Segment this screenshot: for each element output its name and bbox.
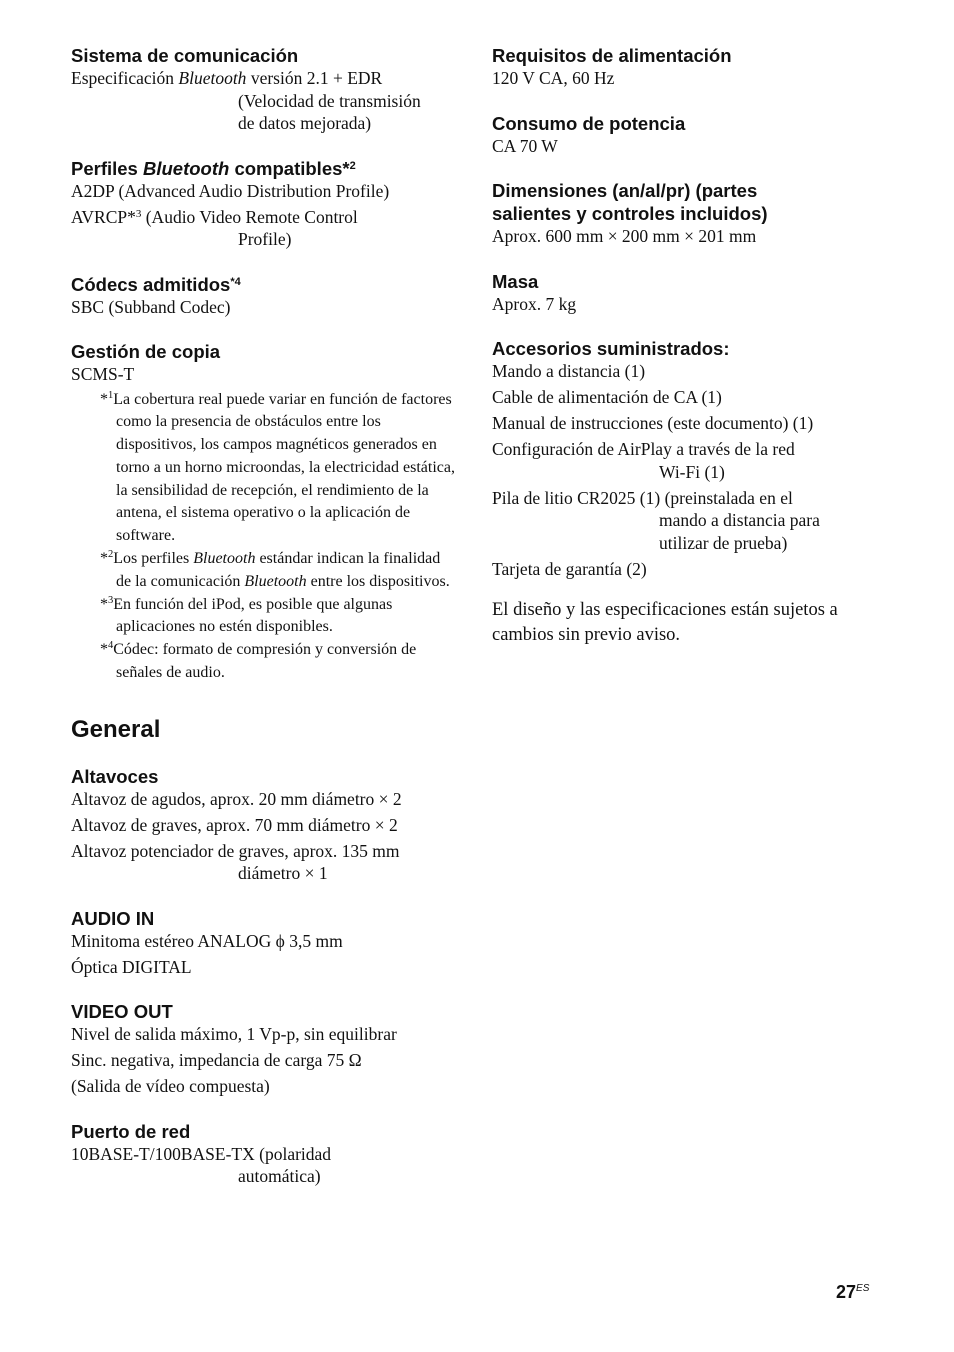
footnote-2-text-c: estándar indican la finalidad de la comunicación [116, 550, 441, 590]
section-copy [71, 340, 456, 386]
heading-codecs-text: Códecs admitidos [71, 273, 231, 295]
footnote-3 [71, 594, 456, 640]
section-mass [492, 270, 884, 316]
general-title: General [71, 715, 161, 743]
section-power-requirements [492, 44, 884, 90]
video-out-level: Nivel de salida máximo, 1 Vp-p, sin equilibrar [71, 1024, 397, 1045]
dimensions-value: Aprox. 600 mm × 200 mm × 201 mm [492, 226, 757, 246]
accessory-remote: Mando a distancia (1) [492, 361, 646, 381]
heading-dimensions-line2: salientes y controles incluidos) [492, 203, 768, 224]
profile-avrcp [71, 206, 456, 251]
page-number-value: 27 [836, 1282, 857, 1302]
footnote-2-bluetooth-2: Bluetooth [244, 572, 307, 590]
speaker-subwoofer [71, 840, 456, 885]
heading-profiles [71, 157, 456, 180]
heading-audio-in: AUDIO IN [71, 907, 155, 929]
footnote-2-number: 2 [108, 549, 114, 561]
heading-profiles-c: compatibles* [229, 157, 350, 179]
heading-dimensions [492, 179, 884, 225]
specifications-notice: El diseño y las especificaciones están sujetos a cambios sin previo aviso. [492, 600, 838, 645]
heading-network: Puerto de red [71, 1120, 191, 1142]
section-profiles [71, 157, 456, 251]
footnote-3-number: 3 [108, 594, 114, 606]
heading-mass: Masa [492, 270, 539, 292]
spec-text-a: Especificación [71, 68, 179, 88]
footnote-ref-3: 3 [135, 207, 142, 220]
accessory-battery [492, 487, 884, 555]
subwoofer-continuation: diámetro × 1 [238, 863, 328, 884]
page-number [836, 1282, 869, 1303]
accessory-airplay-setup [492, 438, 884, 483]
spec-continuation-2: de datos mejorada) [238, 113, 372, 133]
heading-power-consumption: Consumo de potencia [492, 112, 686, 134]
video-out-sync: Sinc. negativa, impedancia de carga 75 Ω [71, 1050, 362, 1071]
avrcp-text: (Audio Video Remote Control [141, 206, 358, 227]
footnote-3-star: * [100, 595, 108, 613]
power-consumption-value: CA 70 W [492, 135, 558, 156]
battery-text: Pila de litio CR2025 (1) (preinstalada en el [492, 487, 793, 508]
avrcp-label: AVRCP* [71, 206, 136, 227]
spec-continuation-1: (Velocidad de transmisión [238, 90, 421, 111]
footnote-1-number: 1 [108, 389, 114, 401]
footnote-1-star: * [100, 390, 108, 408]
airplay-continuation: Wi-Fi (1) [659, 461, 725, 482]
section-speakers [71, 765, 456, 885]
mass-value: Aprox. 7 kg [492, 293, 577, 314]
heading-power-requirements: Requisitos de alimentación [492, 45, 732, 66]
heading-communication: Sistema de comunicación [71, 45, 299, 66]
footnote-4-text: Códec: formato de compresión y conversión de señales de audio. [113, 641, 417, 682]
network-port [71, 1143, 456, 1188]
heading-accessories: Accesorios suministrados: [492, 338, 730, 359]
profile-a2dp: A2DP (Advanced Audio Distribution Profile) [71, 180, 390, 201]
page-language-suffix: ES [856, 1283, 870, 1294]
audio-in-digital: Óptica DIGITAL [71, 956, 192, 977]
heading-dimensions-line1: Dimensiones (an/al/pr) (partes [492, 180, 758, 201]
footnote-1-text: La cobertura real puede variar en función de factores como la presencia de obstáculos entre los dispositivos, los campos magnéticos generados en torno a un horno microondas, la electricidad estática, la sensibilidad de recepción, el rendimiento de la antena, el sistema operativo o la aplicación de software. [113, 390, 455, 545]
network-text: 10BASE-T/100BASE-TX (polaridad [71, 1143, 332, 1164]
audio-in-analog: Minitoma estéreo ANALOG ϕ 3,5 mm [71, 930, 343, 951]
power-requirements-value: 120 V CA, 60 Hz [492, 68, 615, 88]
footnote-4-number: 4 [108, 640, 114, 652]
communication-spec [71, 67, 456, 135]
section-codecs [71, 273, 456, 319]
left-column [71, 44, 456, 1210]
footnote-1 [71, 389, 456, 549]
subwoofer-text: Altavoz potenciador de graves, aprox. 135 mm [71, 840, 400, 861]
footnote-2 [71, 548, 456, 594]
footnote-4-star: * [100, 641, 108, 659]
spec-text-c: versión 2.1 + EDR [246, 68, 383, 88]
section-power-consumption [492, 112, 884, 158]
footnote-2-bluetooth-1: Bluetooth [193, 550, 256, 568]
speaker-woofer: Altavoz de graves, aprox. 70 mm diámetro × 2 [71, 814, 398, 835]
heading-video-out: VIDEO OUT [71, 1001, 173, 1023]
video-out-composite: (Salida de vídeo compuesta) [71, 1076, 270, 1097]
footnote-ref-2: 2 [349, 159, 356, 172]
footnote-2-text-e: entre los dispositivos. [306, 572, 450, 590]
section-video-out [71, 1000, 456, 1098]
codec-sbc: SBC (Subband Codec) [71, 296, 231, 317]
spec-text-bluetooth: Bluetooth [178, 68, 247, 88]
copy-scms: SCMS-T [71, 364, 135, 384]
footnote-2-text-a: Los perfiles [113, 550, 194, 568]
section-audio-in [71, 907, 456, 979]
section-network [71, 1120, 456, 1188]
right-column [492, 44, 884, 648]
accessory-manual: Manual de instrucciones (este documento) (1) [492, 413, 814, 433]
footnote-4 [71, 639, 456, 685]
accessory-power-cable: Cable de alimentación de CA (1) [492, 387, 722, 407]
accessory-warranty: Tarjeta de garantía (2) [492, 558, 647, 579]
footnote-3-text: En función del iPod, es posible que algunas aplicaciones no estén disponibles. [113, 595, 393, 636]
battery-continuation-2: utilizar de prueba) [659, 532, 788, 553]
footnote-2-star: * [100, 550, 108, 568]
section-communication [71, 44, 456, 135]
network-continuation: automática) [238, 1166, 321, 1187]
avrcp-continuation: Profile) [238, 229, 292, 249]
heading-profiles-a: Perfiles [71, 157, 143, 179]
heading-codecs [71, 273, 456, 296]
section-accessories [492, 337, 884, 580]
heading-copy: Gestión de copia [71, 341, 221, 362]
battery-continuation-1: mando a distancia para [659, 510, 820, 530]
section-dimensions [492, 179, 884, 248]
footnotes [71, 389, 456, 685]
speaker-tweeter: Altavoz de agudos, aprox. 20 mm diámetro × 2 [71, 788, 402, 809]
heading-speakers: Altavoces [71, 765, 159, 787]
airplay-text: Configuración de AirPlay a través de la red [492, 439, 795, 459]
heading-profiles-bluetooth: Bluetooth [143, 157, 230, 179]
footnote-ref-4: *4 [230, 275, 241, 288]
